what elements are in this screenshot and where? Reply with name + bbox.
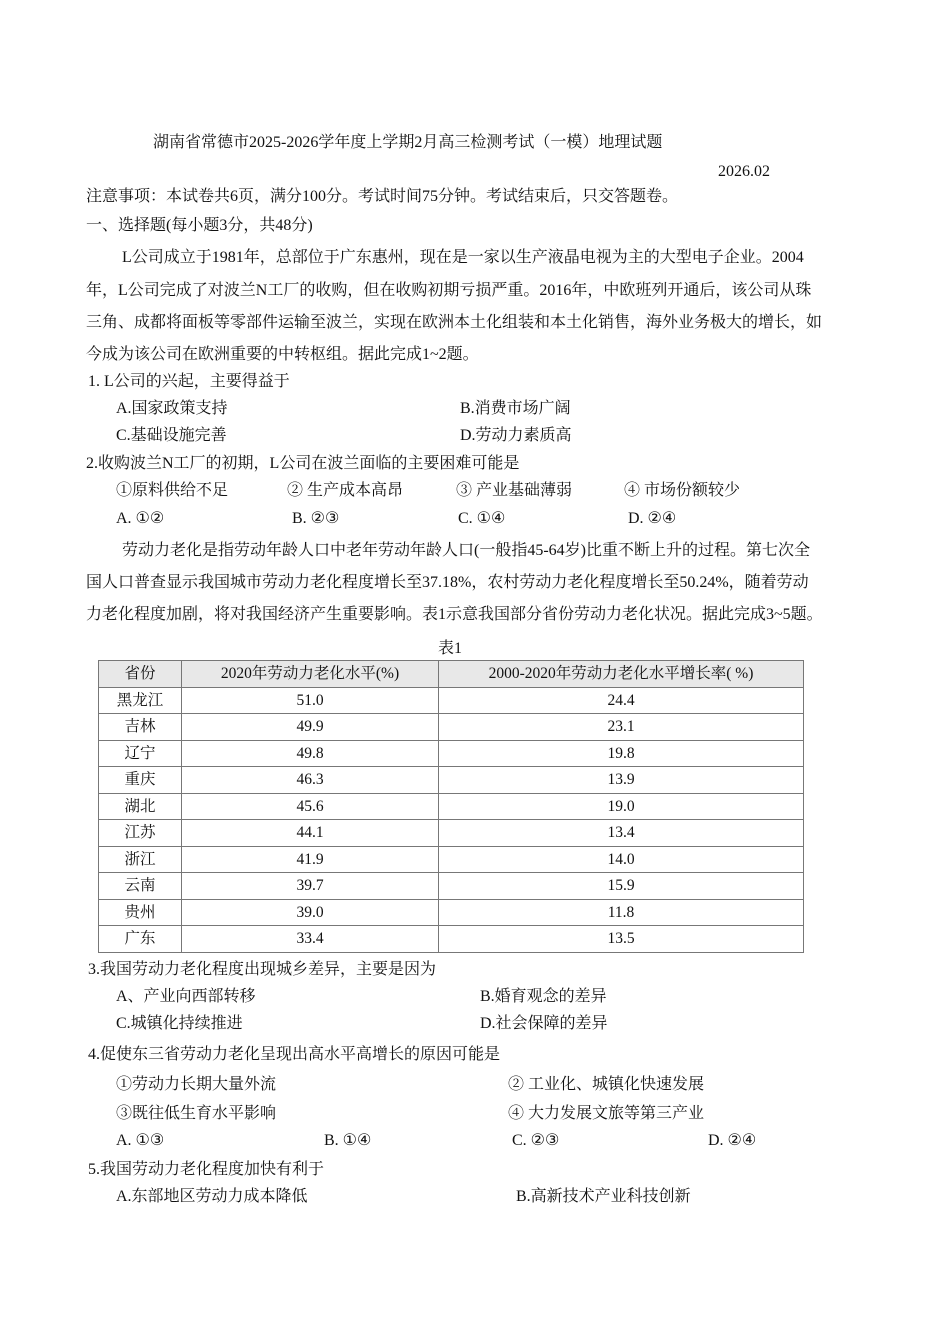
q4-item: ③既往低生育水平影响 [116, 1105, 277, 1122]
aging-level-cell: 45.6 [182, 793, 439, 820]
aging-level-cell: 44.1 [182, 820, 439, 847]
table-row [99, 793, 804, 820]
province-cell: 湖北 [99, 793, 182, 820]
passage-line: 国人口普查显示我国城市劳动力老化程度增长至37.18%，农村劳动力老化程度增长至50.24%，随着劳动 [86, 574, 809, 591]
q2-option-c: C. ①④ [458, 510, 506, 527]
exam-title: 湖南省常德市2025-2026学年度上学期2月高三检测考试（一模）地理试题 [153, 134, 663, 151]
province-cell: 江苏 [99, 820, 182, 847]
growth-rate-cell: 24.4 [439, 687, 804, 714]
table-row [99, 820, 804, 847]
province-cell: 辽宁 [99, 740, 182, 767]
q3-option-b: B.婚育观念的差异 [480, 988, 607, 1005]
q3-option-c: C.城镇化持续推进 [116, 1015, 243, 1032]
q2-item: ③ 产业基础薄弱 [456, 482, 573, 499]
data-table [98, 660, 804, 953]
province-cell: 贵州 [99, 899, 182, 926]
growth-rate-cell: 13.4 [439, 820, 804, 847]
q4-item: ② 工业化、城镇化快速发展 [508, 1076, 705, 1093]
q1-option-b: B.消费市场广阔 [460, 400, 571, 417]
growth-rate-cell: 19.0 [439, 793, 804, 820]
question-3-stem: 3.我国劳动力老化程度出现城乡差异，主要是因为 [88, 961, 437, 978]
q4-option-d: D. ②④ [708, 1132, 757, 1149]
column-header: 2000-2020年劳动力老化水平增长率( %) [439, 661, 804, 688]
q2-item: ④ 市场份额较少 [624, 482, 741, 499]
column-header: 2020年劳动力老化水平(%) [182, 661, 439, 688]
passage-line: 年，L公司完成了对波兰N工厂的收购，但在收购初期亏损严重。2016年，中欧班列开通后，该公司从珠 [86, 282, 812, 299]
growth-rate-cell: 13.9 [439, 767, 804, 794]
province-cell: 云南 [99, 873, 182, 900]
province-cell: 重庆 [99, 767, 182, 794]
q2-option-b: B. ②③ [292, 510, 340, 527]
province-cell: 黑龙江 [99, 687, 182, 714]
province-cell: 广东 [99, 926, 182, 953]
table-row [99, 740, 804, 767]
q1-option-a: A.国家政策支持 [116, 400, 228, 417]
q1-option-c: C.基础设施完善 [116, 427, 227, 444]
passage-line: L公司成立于1981年，总部位于广东惠州，现在是一家以生产液晶电视为主的大型电子企业。2004 [122, 249, 804, 266]
q4-item: ①劳动力长期大量外流 [116, 1076, 277, 1093]
growth-rate-cell: 19.8 [439, 740, 804, 767]
question-4-stem: 4.促使东三省劳动力老化呈现出高水平高增长的原因可能是 [88, 1046, 501, 1063]
q3-option-d: D.社会保障的差异 [480, 1015, 608, 1032]
q1-option-d: D.劳动力素质高 [460, 427, 572, 444]
province-cell: 吉林 [99, 714, 182, 741]
passage-line: 力老化程度加剧，将对我国经济产生重要影响。表1示意我国部分省份劳动力老化状况。据此完成3~5题。 [86, 606, 823, 623]
table-row [99, 767, 804, 794]
question-5-stem: 5.我国劳动力老化程度加快有利于 [88, 1161, 325, 1178]
aging-level-cell: 39.0 [182, 899, 439, 926]
q5-option-b: B.高新技术产业科技创新 [516, 1188, 691, 1205]
q4-option-b: B. ①④ [324, 1132, 372, 1149]
aging-level-cell: 46.3 [182, 767, 439, 794]
table-row [99, 714, 804, 741]
table-row [99, 846, 804, 873]
growth-rate-cell: 23.1 [439, 714, 804, 741]
passage-line: 三角、成都将面板等零部件运输至波兰，实现在欧洲本土化组装和本土化销售，海外业务极大的增长，如 [86, 314, 823, 331]
notice: 注意事项：本试卷共6页，满分100分。考试时间75分钟。考试结束后，只交答题卷。 [86, 188, 679, 205]
q3-option-a: A、产业向西部转移 [116, 988, 256, 1005]
q4-item: ④ 大力发展文旅等第三产业 [508, 1105, 705, 1122]
passage-line: 今成为该公司在欧洲重要的中转枢组。据此完成1~2题。 [86, 346, 479, 363]
province-cell: 浙江 [99, 846, 182, 873]
aging-level-cell: 39.7 [182, 873, 439, 900]
q2-item: ①原料供给不足 [116, 482, 229, 499]
exam-date: 2026.02 [718, 163, 770, 180]
aging-level-cell: 41.9 [182, 846, 439, 873]
question-2-stem: 2.收购波兰N工厂的初期，L公司在波兰面临的主要困难可能是 [86, 455, 520, 472]
table-caption: 表1 [438, 640, 463, 657]
table-row [99, 687, 804, 714]
q4-option-c: C. ②③ [512, 1132, 560, 1149]
growth-rate-cell: 13.5 [439, 926, 804, 953]
growth-rate-cell: 15.9 [439, 873, 804, 900]
aging-level-cell: 33.4 [182, 926, 439, 953]
q2-item: ② 生产成本高昂 [287, 482, 404, 499]
aging-level-cell: 51.0 [182, 687, 439, 714]
question-1-stem: 1. L公司的兴起，主要得益于 [88, 373, 290, 390]
q4-option-a: A. ①③ [116, 1132, 165, 1149]
passage-line: 劳动力老化是指劳动年龄人口中老年劳动年龄人口(一般指45-64岁)比重不断上升的过程。第七次全 [122, 542, 810, 559]
aging-level-cell: 49.9 [182, 714, 439, 741]
growth-rate-cell: 14.0 [439, 846, 804, 873]
table-row [99, 873, 804, 900]
q2-option-d: D. ②④ [628, 510, 677, 527]
table-row [99, 926, 804, 953]
aging-level-cell: 49.8 [182, 740, 439, 767]
table-row [99, 899, 804, 926]
column-header: 省份 [99, 661, 182, 688]
growth-rate-cell: 11.8 [439, 899, 804, 926]
q5-option-a: A.东部地区劳动力成本降低 [116, 1188, 308, 1205]
section-heading: 一、选择题(每小题3分，共48分) [86, 217, 313, 234]
table-header-row [99, 661, 804, 688]
q2-option-a: A. ①② [116, 510, 165, 527]
